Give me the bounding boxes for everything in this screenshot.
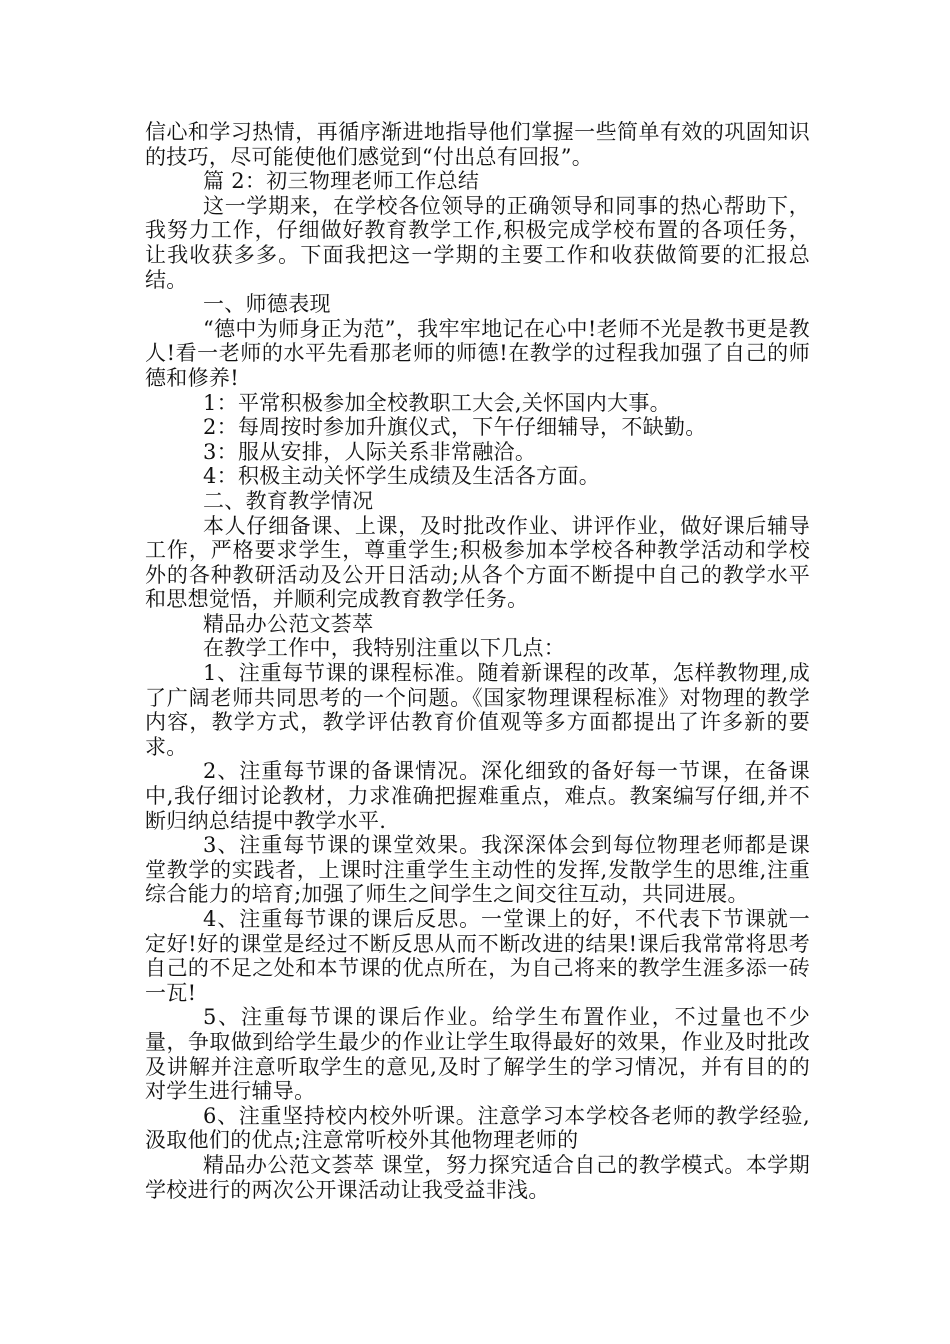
paragraph: 本人仔细备课、上课，及时批改作业、讲评作业，做好课后辅导工作，严格要求学生，尊重学生;积极参加本学校各种教学活动和学校外的各种教研活动及公开日活动;从各个方面不断提中自己的教学水平和思想觉悟，并顺利完成教育教学任务。 [145,513,810,612]
section-heading: 一、师德表现 [203,292,331,317]
paragraph: 6、注重坚持校内校外听课。注意学习本学校各老师的教学经验,汲取他们的优点;注意常听校外其他物理老师的 [145,1103,810,1153]
paragraph: 精品办公范文荟萃 课堂，努力探究适合自己的教学模式。本学期学校进行的两次公开课活动让我受益非浅。 [145,1152,810,1202]
paragraph: 4、注重每节课的课后反思。一堂课上的好，不代表下节课就一定好!好的课堂是经过不断反思从而不断改进的结果!课后我常常将思考自己的不足之处和本节课的优点所在，为自己将来的教学生涯多添一砖一瓦! [145,907,810,1005]
document-body [145,120,810,1202]
paragraph: “德中为师身正为范”，我牢牢地记在心中!老师不光是教书更是教人!看一老师的水平先看那老师的师德!在教学的过程我加强了自己的师德和修养! [145,316,810,390]
section-heading: 二、教育教学情况 [203,488,374,513]
paragraph: 1、注重每节课的课程标准。随着新课程的改革，怎样教物理,成了广阔老师共同思考的一个问题。《国家物理课程标准》对物理的教学内容，教学方式，教学评估教育价值观等多方面都提出了许多新的要求。 [145,661,810,759]
list-item: 3：服从安排，人际关系非常融洽。 [203,439,537,464]
list-item: 2：每周按时参加升旗仪式，下午仔细辅导，不缺勤。 [203,415,707,440]
paragraph: 这一学期来，在学校各位领导的正确领导和同事的热心帮助下，我努力工作，仔细做好教育教学工作,积极完成学校布置的各项任务，让我收获多多。下面我把这一学期的主要工作和收获做简要的汇报总结。 [145,193,810,292]
paragraph-continuation: 信心和学习热情，再循序渐进地指导他们掌握一些简单有效的巩固知识的技巧，尽可能使他们感觉到“付出总有回报”。 [145,120,810,169]
paragraph: 3、注重每节课的课堂效果。我深深体会到每位物理老师都是课堂教学的实践者，上课时注重学生主动性的发挥,发散学生的思维,注重综合能力的培育;加强了师生之间学生之间交往互动，共同进展。 [145,833,810,907]
paragraph: 5、注重每节课的课后作业。给学生布置作业，不过量也不少量，争取做到给学生最少的作业让学生取得最好的效果，作业及时批改及讲解并注意听取学生的意见,及时了解学生的学习情况，并有目的的对学生进行辅导。 [145,1005,810,1104]
list-item: 4：积极主动关怀学生成绩及生活各方面。 [203,464,601,489]
paragraph: 在教学工作中，我特别注重以下几点： [203,636,566,661]
section-heading: 篇 2：初三物理老师工作总结 [203,169,480,194]
list-item: 1：平常积极参加全校教职工大会,关怀国内大事。 [203,390,671,415]
watermark-text: 精品办公范文荟萃 [203,611,374,636]
paragraph: 2、注重每节课的备课情况。深化细致的备好每一节课，在备课中,我仔细讨论教材，力求准确把握难重点，难点。教案编写仔细,并不断归纳总结提中教学水平. [145,759,810,833]
